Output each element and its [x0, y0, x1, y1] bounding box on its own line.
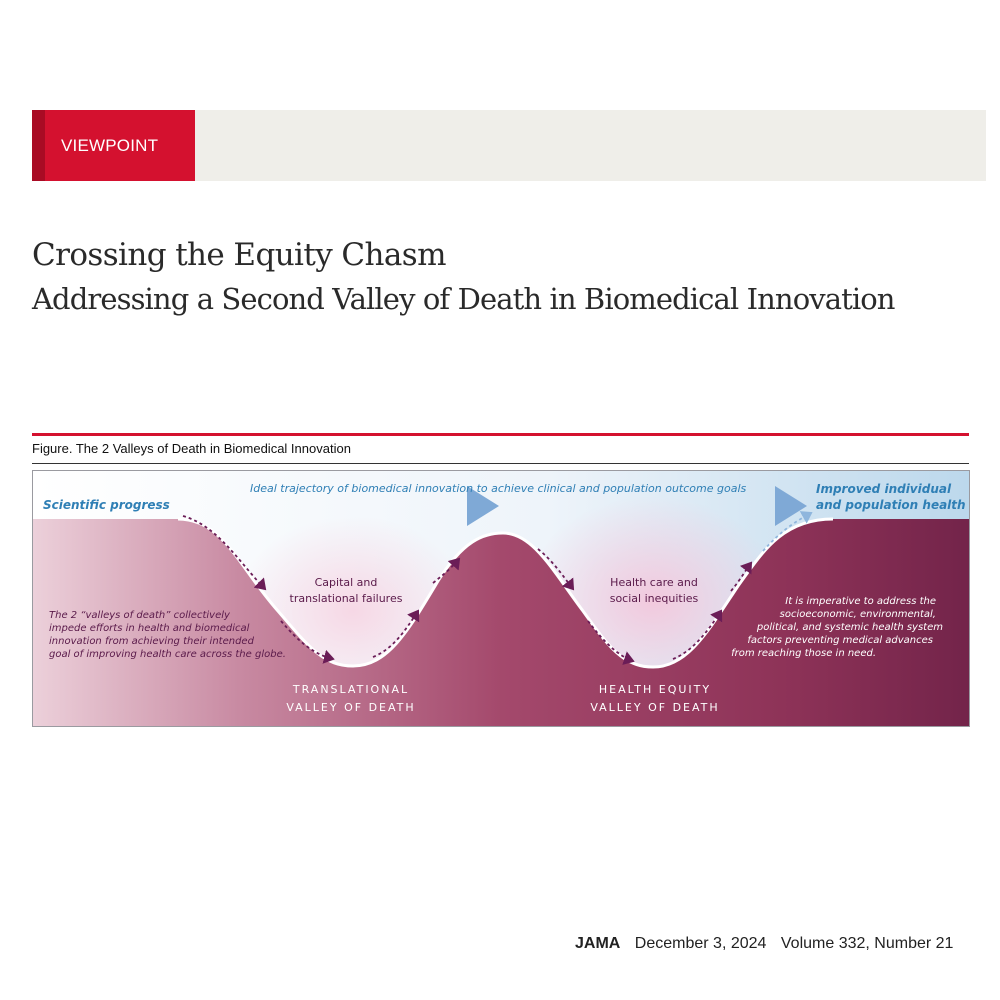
end-label-line1: Improved individual [816, 482, 952, 496]
journal-name: JAMA [575, 935, 621, 952]
valley1-name-line2: VALLEY OF DEATH [286, 701, 416, 714]
right-note-line: from reaching those in need. [731, 648, 876, 659]
valleys-diagram [33, 471, 969, 726]
left-note-line: goal of improving health care across the globe. [49, 649, 286, 660]
publication-date: December 3, 2024 [634, 935, 767, 952]
section-tag [32, 110, 195, 181]
left-note-line: The 2 “valleys of death” collectively [49, 610, 230, 621]
citation-footer [575, 935, 963, 953]
valley1-cause-line1: Capital and [314, 576, 378, 589]
right-note-line: socioeconomic, environmental, [779, 609, 936, 620]
right-note-line: It is imperative to address the [785, 596, 936, 607]
right-note-line: political, and systemic health system [756, 622, 943, 633]
valleys-of-death-figure [32, 470, 970, 727]
figure-caption: Figure. The 2 Valleys of Death in Biomedical Innovation [32, 441, 351, 456]
figure-top-rule [32, 433, 969, 436]
end-label-line2: and population health [816, 498, 966, 512]
section-banner [32, 110, 986, 181]
article-title: Crossing the Equity Chasm [32, 237, 446, 273]
section-label: VIEWPOINT [61, 136, 159, 155]
left-note-line: innovation from achieving their intended [49, 636, 254, 647]
volume-number: Volume 332, Number 21 [780, 935, 954, 952]
right-note-line: factors preventing medical advances [747, 635, 933, 646]
valley2-cause-line1: Health care and [610, 576, 698, 589]
valley2-name-line2: VALLEY OF DEATH [590, 701, 720, 714]
start-label: Scientific progress [43, 498, 170, 512]
ideal-trajectory-label: Ideal trajectory of biomedical innovation to achieve clinical and population outcome goals [250, 482, 747, 495]
left-note-line: impede efforts in health and biomedical [49, 623, 250, 634]
valley1-name-line1: TRANSLATIONAL [292, 683, 410, 696]
article-subtitle: Addressing a Second Valley of Death in Biomedical Innovation [32, 282, 895, 316]
valley2-cause-line2: social inequities [609, 592, 699, 605]
figure-caption-rule [32, 463, 969, 464]
valley1-cause-line2: translational failures [289, 592, 403, 605]
valley2-name-line1: HEALTH EQUITY [598, 683, 712, 696]
